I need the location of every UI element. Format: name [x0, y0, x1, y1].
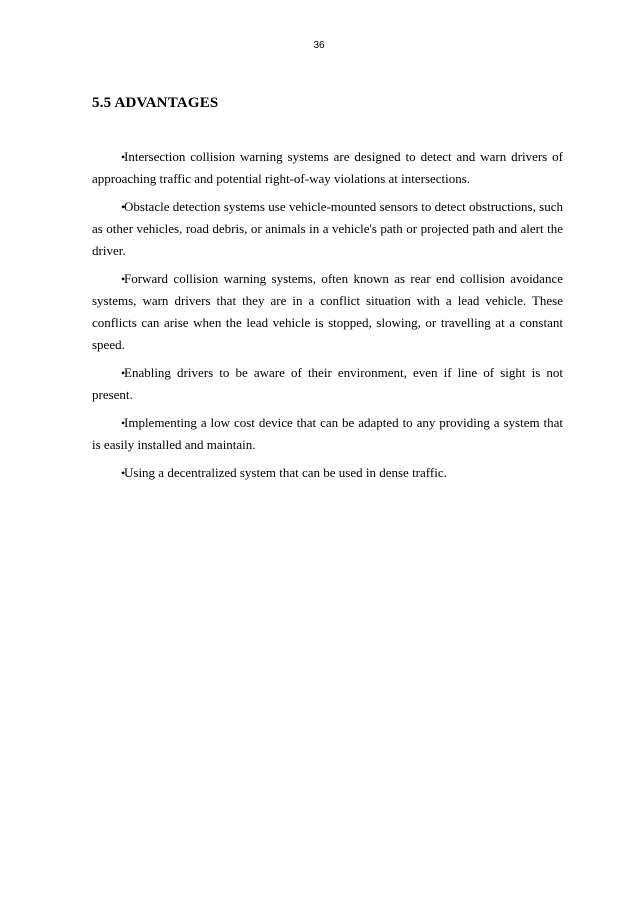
list-item: [64, 362, 563, 406]
bullet-icon: •: [121, 200, 126, 214]
list-item-text: Obstacle detection systems use vehicle-mounted sensors to detect obstructions, such as other vehicles, road debris, or animals in a vehicle's path or projected path and alert the driver.: [92, 199, 563, 258]
list-item: [64, 196, 563, 262]
bullet-icon: •: [121, 416, 126, 430]
page-number: 36: [313, 40, 325, 51]
bullet-icon: •: [121, 366, 126, 380]
section-heading: 5.5 ADVANTAGES: [92, 95, 219, 111]
bullet-icon: •: [121, 150, 126, 164]
list-item-text: Implementing a low cost device that can be adapted to any providing a system that is easily installed and maintain.: [92, 415, 563, 452]
bullet-icon: •: [121, 466, 126, 480]
bullet-icon: •: [121, 272, 126, 286]
list-item-text: Using a decentralized system that can be used in dense traffic.: [124, 465, 447, 480]
list-item: [64, 462, 563, 484]
list-item-text: Enabling drivers to be aware of their environment, even if line of sight is not present.: [92, 365, 563, 402]
list-item-text: Intersection collision warning systems are designed to detect and warn drivers of approaching traffic and potential right-of-way violations at intersections.: [92, 149, 563, 186]
list-item: [64, 146, 563, 190]
list-item: [64, 412, 563, 456]
advantages-list: [92, 146, 563, 490]
list-item-text: Forward collision warning systems, often known as rear end collision avoidance systems, warn drivers that they are in a conflict situation with a lead vehicle. These conflicts can arise when the lead vehicle is stopped, slowing, or travelling at a constant speed.: [92, 271, 563, 352]
list-item: [64, 268, 563, 356]
